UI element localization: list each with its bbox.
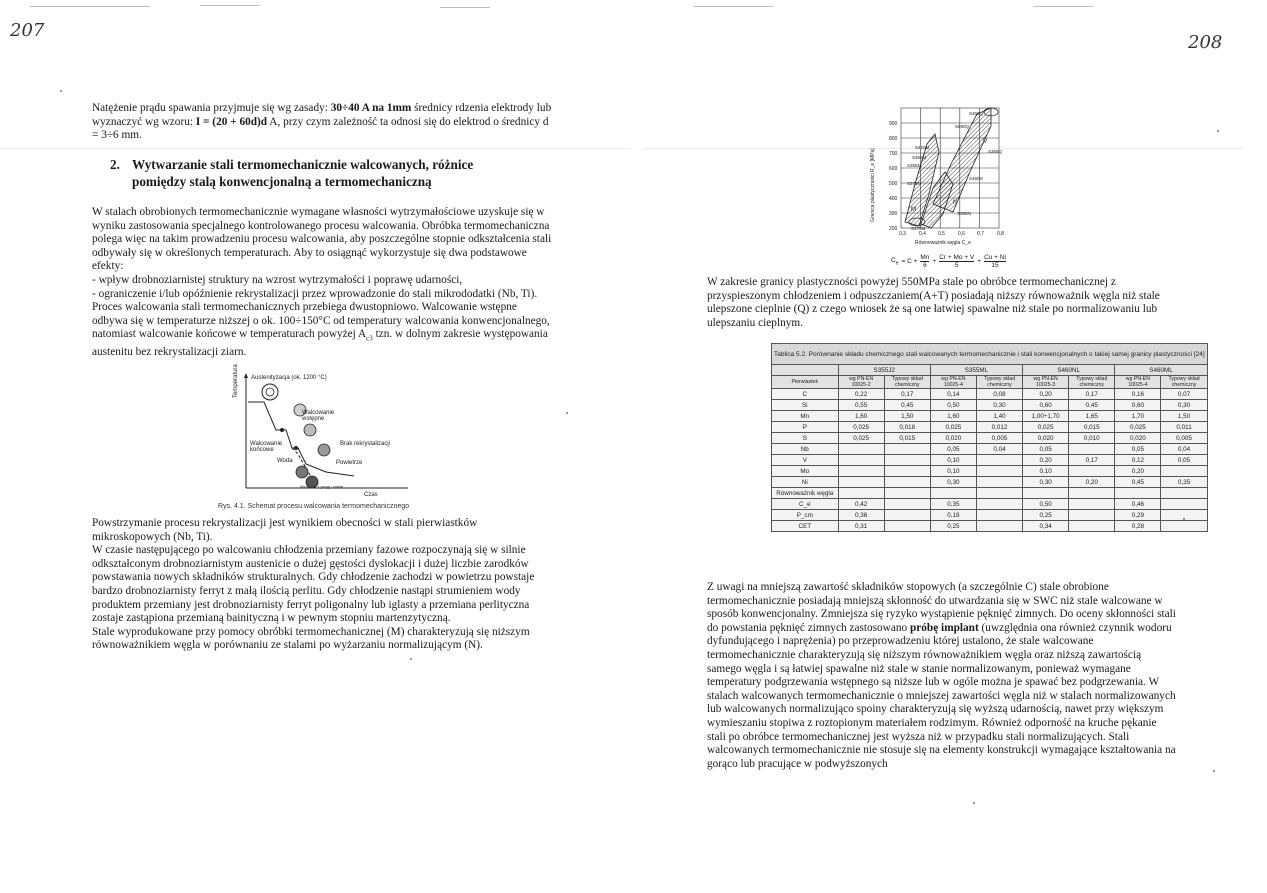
table-cell: 0,34 bbox=[1023, 521, 1069, 532]
table-cell: 0,025 bbox=[1023, 422, 1069, 433]
table-cell: 0,46 bbox=[1115, 499, 1161, 510]
figure-label-koncowe: Walcowanie końcowe bbox=[250, 441, 283, 453]
chart-y-tick: 500 bbox=[889, 181, 898, 187]
table-subheader-row bbox=[772, 376, 1208, 389]
chart-x-tick: 0,7 bbox=[977, 231, 984, 237]
figure-label-small: Wzór 7/1 + przyp. zmian bbox=[300, 484, 344, 489]
table-cell: 0,025 bbox=[1115, 422, 1161, 433]
table-cell: 0,20 bbox=[1023, 389, 1069, 400]
rolling-process-diagram bbox=[228, 372, 428, 498]
table-cell: 0,28 bbox=[1115, 521, 1161, 532]
chart-y-tick: 800 bbox=[889, 136, 898, 142]
table-cell bbox=[838, 488, 884, 499]
figure-label-powietrze: Powietrze bbox=[336, 460, 363, 466]
scan-artifact bbox=[200, 5, 260, 6]
table-cell: 0,05 bbox=[1023, 444, 1069, 455]
table-row-label: Si bbox=[772, 400, 839, 411]
table-cell: 0,30 bbox=[976, 400, 1022, 411]
table-cell: 0,005 bbox=[976, 433, 1022, 444]
table-cell: 0,29 bbox=[1115, 510, 1161, 521]
scan-artifact bbox=[30, 6, 150, 7]
table-cell: 1,40 bbox=[976, 411, 1022, 422]
table-group-header: S355ML bbox=[930, 365, 1022, 376]
table-cell bbox=[1069, 444, 1115, 455]
table-cell: 0,45 bbox=[1115, 477, 1161, 488]
figure-y-label: Temperatura bbox=[233, 364, 239, 398]
table-subheader: Typowy skład chemiczny bbox=[1161, 376, 1207, 389]
table-cell: 0,17 bbox=[1069, 389, 1115, 400]
chart-label: Q bbox=[983, 138, 987, 144]
table-cell: 0,10 bbox=[930, 466, 976, 477]
table-cell bbox=[976, 466, 1022, 477]
right-page bbox=[633, 0, 1267, 893]
table-cell: 0,018 bbox=[884, 422, 930, 433]
table-cell bbox=[1161, 488, 1207, 499]
table-row-label: Nb bbox=[772, 444, 839, 455]
scan-speck bbox=[1217, 130, 1219, 132]
table-cell bbox=[1069, 521, 1115, 532]
table-row-label: P bbox=[772, 422, 839, 433]
chart-x-tick: 0,5 bbox=[938, 231, 945, 237]
table-cell: 1,65 bbox=[1069, 411, 1115, 422]
table-cell: 0,17 bbox=[1069, 455, 1115, 466]
table-row bbox=[772, 400, 1208, 411]
table-cell: 0,20 bbox=[1023, 455, 1069, 466]
chart-x-tick: 0,3 bbox=[899, 231, 906, 237]
chart-label: S275M bbox=[911, 226, 926, 231]
chart-x-tick: 0,4 bbox=[919, 231, 926, 237]
left-page bbox=[0, 0, 633, 893]
table-cell: 1,50 bbox=[1161, 411, 1207, 422]
table-cell: 0,17 bbox=[884, 389, 930, 400]
table-cell: 0,20 bbox=[1115, 466, 1161, 477]
table-cell: 0,020 bbox=[930, 433, 976, 444]
table-cell bbox=[976, 521, 1022, 532]
figure-x-label: Czas bbox=[364, 492, 378, 498]
scan-speck bbox=[973, 802, 975, 804]
table-cell bbox=[884, 444, 930, 455]
chart-y-tick: 300 bbox=[889, 211, 898, 217]
scan-speck bbox=[60, 90, 62, 92]
table-cell bbox=[884, 488, 930, 499]
ce-formula: $C_e$ = C + $\frac{Mn}{6}$ + $\frac{Cr + Mo + V}{5}$ + $\frac{Cu + Ni}{15}$ bbox=[891, 254, 1006, 269]
scan-speck bbox=[566, 412, 568, 414]
table-row-label: P_cm bbox=[772, 510, 839, 521]
table-row-label: C bbox=[772, 389, 839, 400]
table-subheader: Pierwiastek bbox=[772, 376, 839, 389]
chart-label: S275N bbox=[907, 181, 921, 186]
table-cell bbox=[1023, 488, 1069, 499]
table-cell: 0,30 bbox=[930, 477, 976, 488]
table-cell: 0,60 bbox=[1023, 400, 1069, 411]
right-paragraph-2: Z uwagi na mniejszą zawartość składników stopowych (a szczególnie C) stale obrobione termomechanicznie posiadają mniejszą skłonność do utwardzania się w SWC niż stale walcowane w sposób konwencjonalny. Zmniejsza się ryzyko wystąpienie pęknięć zimnych. Do oceny skłonności stali do powstania pęknięć zimnych zastosowano próbę implant (uwzględnia ona również czynnik wodoru dyfundującego i naprężenia) po przeprowadzeniu której ustalono, że stale walcowane termomechanicznie charakteryzują się niższym równoważnikiem węgla oraz niższą zawartością samego węgla i są łatwiej spawalne niż stale w stanie normalizowanym, ponieważ wymagane temperatury podgrzewania wstępnego są niższe lub w ogóle można je spawać bez podgrzewania. W stalach walcowanych termomechanicznie o mniejszej zawartości węgla niż w stalach normalizowanych lub walcowanych normalizująco spoiny charakteryzują się wyższą udarnością, nawet przy większym wymieszaniu stopiwa z roztopionym materiałem rodzimym. Również odporność na kruche pękanie stali po obróbce termomechanicznej jest wyższa niż w przypadku stali normalizujących. Stali walcowanych termomechanicznie nie stosuje się na elementy konstrukcji wymagające kształtowania na gorąco lub pracujące w podwyższonych bbox=[707, 581, 1176, 770]
table-row-label: C_e bbox=[772, 499, 839, 510]
body-text-1: W stalach obrobionych termomechanicznie wymagane własności wytrzymałościowe uzyskuje się w wyniku zastosowania specjalnego kontrolowanego procesu walcowania. Obróbka termomechaniczna polega więc na takim prowadzeniu procesu walcowania, aby poszczególne stopnie odkształcenia stali odbywały się w określonych temperaturach. Aby to osiągnąć wykorzystuje się dwa podstawowe efekty: - wpływ drobnoziarnistej struktury na wzrost wytrzymałości i poprawę udarności, - ograniczenie i/lub opóźnienie rekrystalizacji przez wprowadzonie do stali mikrododatki (Nb, Ti). Proces walcowania stali termomechanicznych przebiega dwustopniowo. Walcowanie wstępne odbywa się w temperaturze niższej o ok. 100÷150°C od temperatury walcowania konwencjonalnego, natomiast walcowanie końcowe w temperaturach powyżej $A_{c3}$ tzn. w dolnym zakresie występowania austenitu bez rekrystalizacji ziarn. bbox=[92, 206, 552, 359]
table-row bbox=[772, 521, 1208, 532]
chart-y-tick: 600 bbox=[889, 166, 898, 172]
chart-y-tick: 700 bbox=[889, 151, 898, 157]
chart-y-label: Granica plastyczności R_e [MPa] bbox=[870, 148, 876, 222]
table-cell: 0,012 bbox=[976, 422, 1022, 433]
table-row-label: CET bbox=[772, 521, 839, 532]
table-group-header: S355J2 bbox=[838, 365, 930, 376]
chart-x-label: Równoważnik węgla C_e bbox=[915, 240, 971, 246]
chart-y-tick: 400 bbox=[889, 196, 898, 202]
table-cell bbox=[930, 488, 976, 499]
figure-label-brak: Brak rekrystalizacji bbox=[340, 441, 391, 447]
chart-label: S355Q bbox=[988, 149, 1003, 154]
table-cell bbox=[1115, 488, 1161, 499]
table-cell bbox=[884, 499, 930, 510]
table-row bbox=[772, 477, 1208, 488]
table-cell: 0,55 bbox=[838, 400, 884, 411]
table-row bbox=[772, 389, 1208, 400]
table-row bbox=[772, 455, 1208, 466]
table-title: Tablica 5.2. Porównanie składu chemicznego stali walcowanych termomechanicznie i stali konwencjonalnych o takiej samej granicy plastyczności [24] bbox=[772, 344, 1208, 365]
table-row bbox=[772, 433, 1208, 444]
table-cell: 0,025 bbox=[838, 422, 884, 433]
table-cell: 0,45 bbox=[1069, 400, 1115, 411]
table-row bbox=[772, 488, 1208, 499]
table-row-label: S bbox=[772, 433, 839, 444]
table-row bbox=[772, 444, 1208, 455]
table-cell bbox=[884, 455, 930, 466]
table-cell: 1,70 bbox=[1115, 411, 1161, 422]
table-cell: 0,31 bbox=[838, 521, 884, 532]
table-cell: 0,05 bbox=[1161, 455, 1207, 466]
table-cell: 0,10 bbox=[930, 455, 976, 466]
chart-label: S355N bbox=[957, 211, 971, 216]
table-cell bbox=[1069, 510, 1115, 521]
table-cell: 0,60 bbox=[1115, 400, 1161, 411]
table-cell bbox=[838, 444, 884, 455]
chart-y-tick: 900 bbox=[889, 121, 898, 127]
table-cell bbox=[976, 499, 1022, 510]
table-cell: 0,025 bbox=[930, 422, 976, 433]
table-cell: 1,60 bbox=[930, 411, 976, 422]
table-cell: 1,00÷1,70 bbox=[1023, 411, 1069, 422]
table-cell: 0,08 bbox=[976, 389, 1022, 400]
table-subheader: wg PN-EN 10025-4 bbox=[930, 376, 976, 389]
table-cell: 0,35 bbox=[930, 499, 976, 510]
table-cell: 0,010 bbox=[1069, 433, 1115, 444]
table-cell: 0,30 bbox=[1161, 400, 1207, 411]
chart-label: N bbox=[953, 200, 958, 206]
section-heading: 2. Wytwarzanie stali termomechanicznie walcowanych, różnice pomiędzy stalą konwencjonalną a termomechaniczną bbox=[110, 157, 474, 189]
table-cell: 0,50 bbox=[930, 400, 976, 411]
table-cell bbox=[1069, 488, 1115, 499]
table-cell: 0,36 bbox=[838, 510, 884, 521]
table-cell: 0,25 bbox=[1023, 510, 1069, 521]
table-cell bbox=[976, 510, 1022, 521]
scan-artifact bbox=[693, 6, 773, 7]
table-subheader: wg PN-EN 10025-3 bbox=[1023, 376, 1069, 389]
table-cell bbox=[976, 488, 1022, 499]
chart-label: S690Q bbox=[955, 124, 970, 129]
table-row-label: Mn bbox=[772, 411, 839, 422]
table-group-header: S460ML bbox=[1115, 365, 1207, 376]
table-cell bbox=[838, 466, 884, 477]
table-cell: 0,005 bbox=[1161, 433, 1207, 444]
page-number-right: 208 bbox=[1188, 32, 1223, 53]
chart-label: S460M bbox=[912, 155, 927, 160]
table-corner bbox=[772, 365, 839, 376]
table-cell: 0,30 bbox=[1023, 477, 1069, 488]
table-subheader: wg PN-EN 10025-2 bbox=[838, 376, 884, 389]
chart-x-tick: 0,8 bbox=[997, 231, 1004, 237]
table-cell: 1,60 bbox=[838, 411, 884, 422]
table-cell bbox=[1161, 499, 1207, 510]
chart-label: S460N bbox=[969, 176, 983, 181]
table-cell bbox=[838, 455, 884, 466]
table-cell: 0,04 bbox=[1161, 444, 1207, 455]
table-cell: 0,015 bbox=[1069, 422, 1115, 433]
table-cell: 0,05 bbox=[930, 444, 976, 455]
figure-caption: Rys. 4.1. Schemat procesu walcowania termomechanicznego bbox=[218, 503, 410, 510]
table-row-label: Ni bbox=[772, 477, 839, 488]
table-row bbox=[772, 499, 1208, 510]
table-subheader: wg PN-EN 10025-4 bbox=[1115, 376, 1161, 389]
table-cell bbox=[1069, 499, 1115, 510]
table-cell: 0,35 bbox=[1161, 477, 1207, 488]
right-paragraph-1: W zakresie granicy plastyczności powyżej 550MPa stale po obróbce termomechanicznej z przyspieszonym chłodzeniem i odpuszczaniem(A+T) posiadają niższy równoważnik węgla niż stale ulepszone cieplnie (Q) z czego wniosek że są one łatwiej spawalne niż stale po normalizowaniu lub ulepszaniu cieplnym. bbox=[707, 276, 1160, 329]
table-cell: 0,12 bbox=[1115, 455, 1161, 466]
chart-y-tick: 200 bbox=[889, 226, 898, 232]
figure-label-woda: Woda bbox=[277, 458, 293, 464]
table-cell: 0,07 bbox=[1161, 389, 1207, 400]
table-cell: 0,14 bbox=[930, 389, 976, 400]
table-cell: 0,025 bbox=[838, 433, 884, 444]
table-cell: 0,020 bbox=[1023, 433, 1069, 444]
table-cell bbox=[884, 477, 930, 488]
table-row-label: Mo bbox=[772, 466, 839, 477]
body-text-2: Powstrzymanie procesu rekrystalizacji jest wynikiem obecności w stali pierwiastków mikroskopowych (Nb, Ti). W czasie następującego po walcowaniu chłodzenia przemiany fazowe rozpoczynają się w silnie odkształconym drobnoziarnistym austenicie o dużej gęstości dyslokacji i dużej liczbie zarodków powstawania nowych składników strukturalnych. Gdy chłodzenie zachodzi w powietrzu powstaje bardzo drobnoziarnisty ferryt z małą ilością perlitu. Gdy chłodzenie nastąpi strumieniem wody produktem przemiany jest drobnoziarnisty ferryt poligonalny lub iglasty a przemiana perlityczna zostaje zastąpiona przemianą bainityczną i w pewnym stopniu martenzytyczną. Stale wyprodukowane przy pomocy obróbki termomechanicznej (M) charakteryzują się niższym równoważnikiem węgla w porównaniu ze stalami po wyżarzaniu normalizującym (N). bbox=[92, 517, 535, 652]
scan-artifact bbox=[1033, 6, 1093, 7]
table-cell bbox=[976, 477, 1022, 488]
table-cell: 0,18 bbox=[930, 510, 976, 521]
scan-speck bbox=[1213, 770, 1215, 772]
table-cell: 0,42 bbox=[838, 499, 884, 510]
table-cell: 0,011 bbox=[1161, 422, 1207, 433]
table-subheader: Typowy skład chemiczny bbox=[1069, 376, 1115, 389]
table-cell: 0,45 bbox=[884, 400, 930, 411]
table-cell bbox=[838, 477, 884, 488]
table-cell: 0,05 bbox=[1115, 444, 1161, 455]
table-group-row bbox=[772, 365, 1208, 376]
table-row bbox=[772, 422, 1208, 433]
table-cell: 0,015 bbox=[884, 433, 930, 444]
table-title-row bbox=[772, 344, 1208, 365]
figure-label-wstepne: Walcowanie wstępne bbox=[302, 410, 335, 422]
table-cell: 0,020 bbox=[1115, 433, 1161, 444]
table-cell: 0,20 bbox=[1069, 477, 1115, 488]
table-cell: 0,22 bbox=[838, 389, 884, 400]
paragraph-intro: Natężenie prądu spawania przyjmuje się wg zasady: 30÷40 A na 1mm średnicy rdzenia elektrody lub wyznaczyć wg wzoru: I = (20 + 60d)d A, przy czym zależność ta odnosi się do elektrod o średnicy d = 3÷6 mm. bbox=[92, 102, 552, 142]
table-row bbox=[772, 510, 1208, 521]
chart-x-tick: 0,6 bbox=[958, 231, 965, 237]
page-number-left: 207 bbox=[10, 20, 45, 41]
table-subheader: Typowy skład chemiczny bbox=[884, 376, 930, 389]
table-cell: 0,50 bbox=[1023, 499, 1069, 510]
figure-top-label: Austenityzacja (ok. 1200 °C) bbox=[251, 375, 327, 381]
chemical-composition-table bbox=[771, 343, 1208, 532]
table-cell bbox=[1161, 466, 1207, 477]
chart-label: S460Q bbox=[969, 111, 984, 116]
table-cell: 0,10 bbox=[1023, 466, 1069, 477]
table-cell bbox=[1161, 521, 1207, 532]
table-cell bbox=[1069, 466, 1115, 477]
table-cell bbox=[884, 510, 930, 521]
chart-label: S420M bbox=[915, 145, 930, 150]
table-cell bbox=[884, 521, 930, 532]
table-cell bbox=[976, 455, 1022, 466]
scan-speck bbox=[1183, 518, 1185, 520]
scan-speck bbox=[410, 658, 412, 660]
table-subheader: Typowy skład chemiczny bbox=[976, 376, 1022, 389]
table-cell: 1,50 bbox=[884, 411, 930, 422]
table-cell: 0,16 bbox=[1115, 389, 1161, 400]
table-cell: 0,04 bbox=[976, 444, 1022, 455]
chart-label: S355M bbox=[907, 163, 922, 168]
scan-artifact bbox=[0, 148, 630, 149]
table-row-label: V bbox=[772, 455, 839, 466]
table-row bbox=[772, 411, 1208, 422]
table-cell bbox=[884, 466, 930, 477]
table-cell: 0,25 bbox=[930, 521, 976, 532]
table-row-label: Równoważnik węgla bbox=[772, 488, 839, 499]
table-row bbox=[772, 466, 1208, 477]
table-group-header: S460NL bbox=[1023, 365, 1115, 376]
scan-artifact bbox=[440, 7, 490, 8]
chart-label: M bbox=[911, 207, 916, 213]
